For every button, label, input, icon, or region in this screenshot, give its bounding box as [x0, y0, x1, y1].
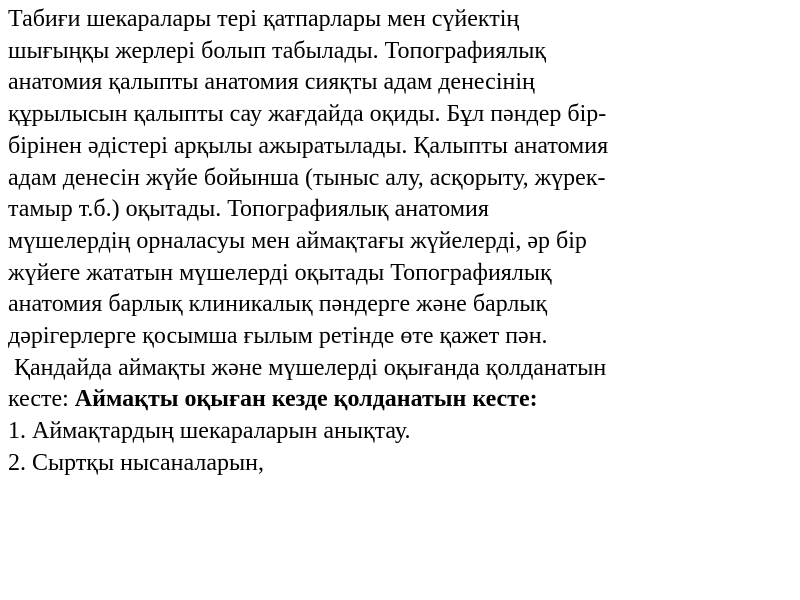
question-line: Қандайда аймақты және мүшелерді оқығанда қолданатын: [8, 354, 607, 381]
paragraph-line: мүшелердің орналасуы мен аймақтағы жүйелерді, әр бір: [8, 227, 587, 254]
paragraph-line: құрылысын қалыпты сау жағдайда оқиды. Бұл пәндер бір-: [8, 101, 607, 128]
paragraph-line: бірінен әдістері арқылы ажыратылады. Қалыпты анатомия: [8, 132, 609, 159]
table-heading: Аймақты оқыған кезде қолданатын кесте:: [74, 386, 538, 413]
table-line-prefix: кесте:: [8, 386, 75, 413]
paragraph-line: анатомия барлық клиникалық пәндерге және барлық: [8, 291, 548, 318]
paragraph-line: дәрігерлерге қосымша ғылым ретінде өте қажет пән.: [8, 323, 548, 350]
paragraph-line: тамыр т.б.) оқытады. Топографиялық анатомия: [8, 196, 489, 223]
document-text: [8, 4, 792, 480]
paragraph-line: Табиғи шекаралары тері қатпарлары мен сүйектің: [8, 6, 520, 32]
paragraph-line: адам денесін жүйе бойынша (тыныс алу, асқорыту, жүрек-: [8, 164, 606, 191]
table-line: [8, 384, 792, 416]
list-item: 2. Сыртқы нысаналарын,: [8, 449, 264, 476]
paragraph-line: шығыңқы жерлері болып табылады. Топографиялық: [8, 37, 547, 64]
list-item: 1. Аймақтардың шекараларын анықтау.: [8, 418, 411, 445]
paragraph-line: жүйеге жататын мүшелерді оқытады Топографиялық: [8, 259, 552, 286]
paragraph-line: анатомия қалыпты анатомия сияқты адам денесінің: [8, 69, 535, 96]
